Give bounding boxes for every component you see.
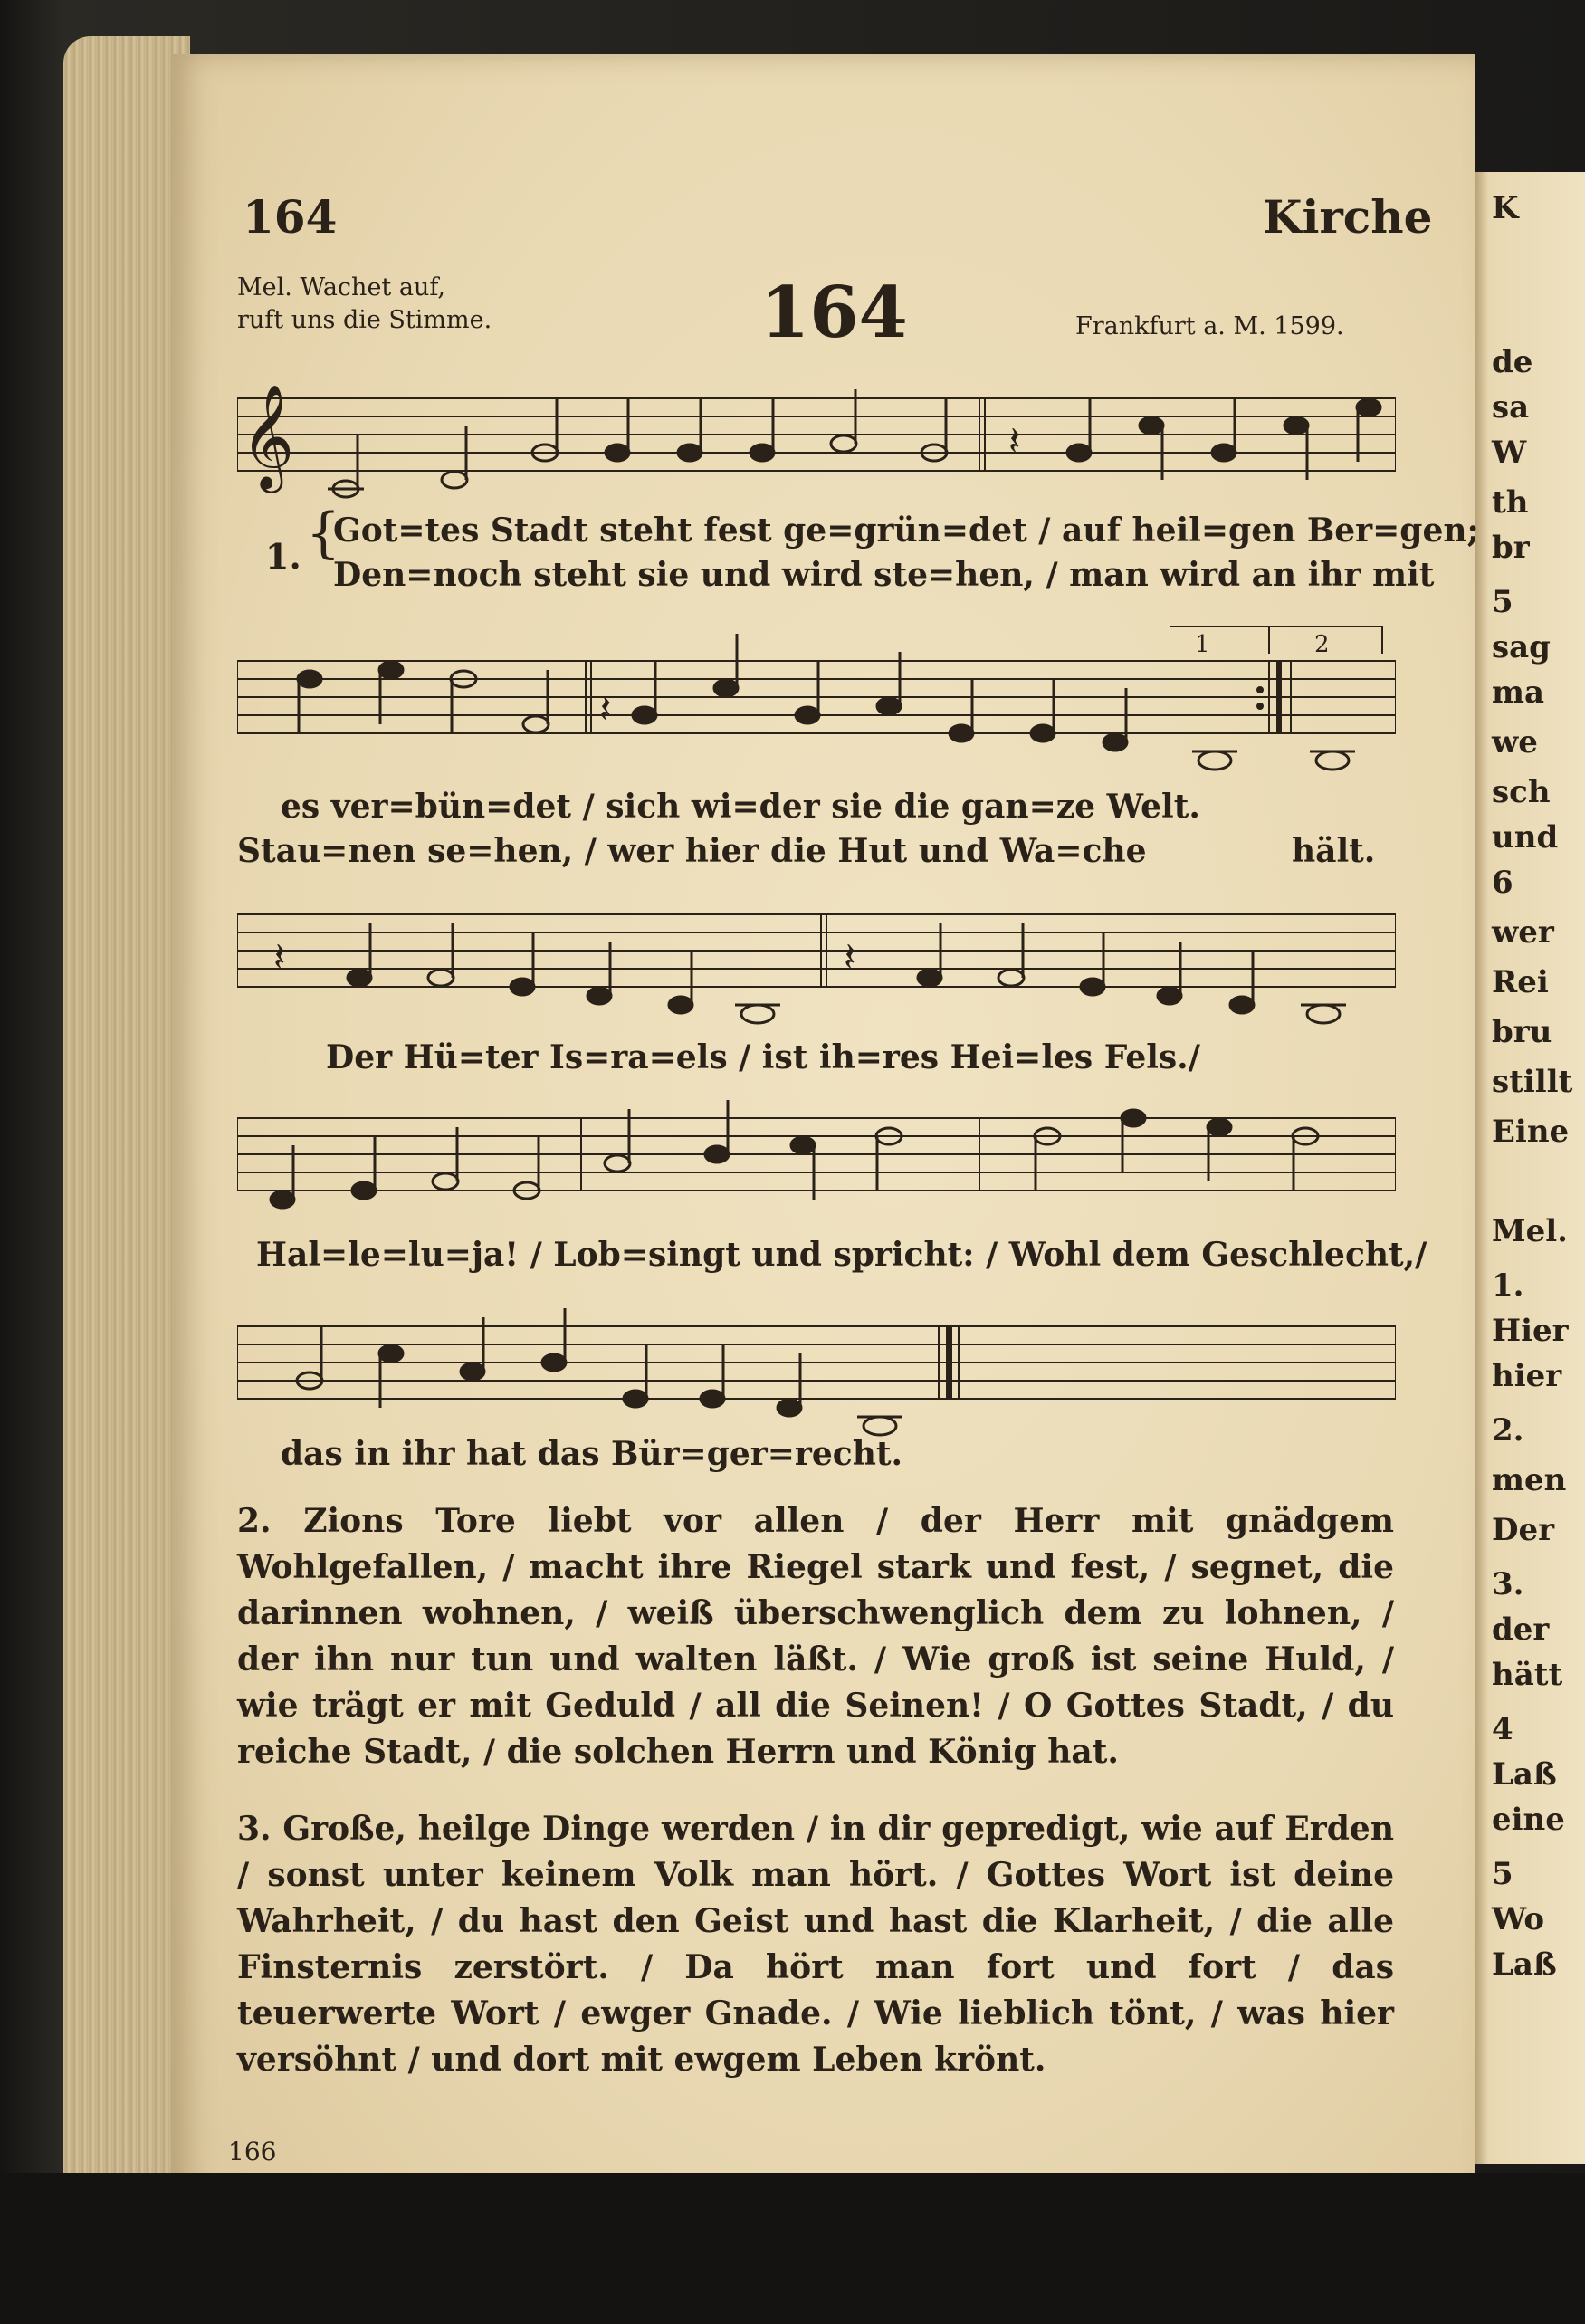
facing-page-fragment: Der bbox=[1492, 1512, 1555, 1548]
facing-page-fragment: Eine bbox=[1492, 1114, 1570, 1150]
music-staff-5 bbox=[237, 1299, 1396, 1444]
sheet-number: 166 bbox=[228, 2137, 277, 2166]
facing-page-fragment: Laß bbox=[1492, 1946, 1557, 1983]
quarter-rest-icon: 𝄽 bbox=[1008, 418, 1021, 464]
facing-page-fragment: 1. bbox=[1492, 1267, 1524, 1304]
lyric-line-1a: Got=tes Stadt steht fest ge=grün=det / auf heil=gen Ber=gen; bbox=[333, 512, 1479, 550]
facing-page-fragment: de bbox=[1492, 344, 1533, 380]
quarter-rest-icon: 𝄽 bbox=[599, 686, 612, 732]
stanza-2: 2. Zions Tore liebt vor allen / der Herr mit gnädgem Wohlgefallen, / macht ihre Riegel stark und fest, / segnet, die darinnen wohnen, / weiß überschwenglich dem zu lohnen, / der ihn nur tun und walten läßt. / Wie groß ist seine Huld, / wie trägt er mit Geduld / all die Seinen! / O Gottes Stadt, / du reiche Stadt, / die solchen Herrn und König hat. bbox=[237, 1502, 1394, 1771]
page-number: 164 bbox=[243, 190, 338, 244]
quarter-rest-icon: 𝄽 bbox=[844, 934, 856, 980]
facing-page-fragment: 3. bbox=[1492, 1566, 1524, 1602]
facing-page-fragment: Wo bbox=[1492, 1901, 1545, 1937]
music-staff-1 bbox=[237, 380, 1396, 525]
facing-page-fragment: sag bbox=[1492, 629, 1551, 665]
page-edges bbox=[63, 36, 190, 2227]
book-cover-bottom bbox=[0, 2173, 1585, 2324]
quarter-rest-icon: 𝄽 bbox=[273, 934, 286, 980]
volta-1-label: 1 bbox=[1195, 631, 1210, 658]
facing-page-fragment: ma bbox=[1492, 674, 1545, 711]
lyric-line-3: Der Hü=ter Is=ra=els / ist ih=res Hei=les Fels./ bbox=[326, 1038, 1200, 1076]
verse-brace: { bbox=[306, 502, 341, 565]
facing-page-fragment: der bbox=[1492, 1611, 1550, 1648]
facing-page-fragment: we bbox=[1492, 724, 1538, 760]
facing-page-fragment: hätt bbox=[1492, 1657, 1563, 1693]
lyric-line-5: das in ihr hat das Bür=ger=recht. bbox=[281, 1435, 903, 1473]
facing-page-fragment: 6 bbox=[1492, 865, 1513, 901]
melody-note bbox=[237, 272, 492, 337]
music-staff-2 bbox=[237, 616, 1396, 788]
facing-page-fragment: stillt bbox=[1492, 1064, 1573, 1100]
volta-2-label: 2 bbox=[1314, 631, 1330, 658]
section-title: Kirche bbox=[1263, 190, 1433, 244]
facing-page-fragment: 5 bbox=[1492, 584, 1513, 620]
facing-page-fragment: sch bbox=[1492, 774, 1551, 810]
facing-page-fragment: th bbox=[1492, 484, 1529, 521]
lyric-line-2a: es ver=bün=det / sich wi=der sie die gan=ze Welt. bbox=[281, 788, 1200, 826]
lyric-line-1b: Den=noch steht sie und wird ste=hen, / man wird an ihr mit bbox=[333, 556, 1435, 594]
facing-page-fragment: W bbox=[1492, 435, 1527, 471]
facing-page-fragment: bru bbox=[1492, 1014, 1552, 1050]
lyric-line-2b-end: hält. bbox=[1292, 832, 1376, 870]
music-staff-3 bbox=[237, 896, 1396, 1032]
facing-page-fragment: eine bbox=[1492, 1802, 1565, 1838]
treble-clef-icon: 𝄞 bbox=[241, 383, 295, 489]
facing-page-fragment: Mel. bbox=[1492, 1213, 1569, 1249]
facing-page-fragment: br bbox=[1492, 530, 1530, 566]
facing-page-fragment: und bbox=[1492, 819, 1559, 856]
music-staff-4 bbox=[237, 1100, 1396, 1227]
facing-page-fragment: 4 bbox=[1492, 1711, 1513, 1747]
hymn-number: 164 bbox=[760, 272, 908, 354]
hymn-source: Frankfurt a. M. 1599. bbox=[1075, 312, 1344, 340]
melody-note-line2: ruft uns die Stimme. bbox=[237, 306, 492, 334]
facing-page-fragment: Laß bbox=[1492, 1756, 1557, 1793]
facing-page bbox=[1475, 172, 1585, 2164]
facing-page-fragment: Hier bbox=[1492, 1313, 1569, 1349]
facing-page-fragment: wer bbox=[1492, 914, 1554, 951]
facing-page-fragment: men bbox=[1492, 1462, 1567, 1498]
facing-page-fragment: K bbox=[1492, 190, 1519, 226]
facing-page-fragment: sa bbox=[1492, 389, 1530, 426]
melody-note-line1: Mel. Wachet auf, bbox=[237, 273, 445, 301]
facing-page-fragment: hier bbox=[1492, 1358, 1562, 1394]
lyric-line-4: Hal=le=lu=ja! / Lob=singt und spricht: / Wohl dem Geschlecht,/ bbox=[256, 1236, 1427, 1274]
facing-page-fragment: 5 bbox=[1492, 1856, 1513, 1892]
facing-page-fragment: 2. bbox=[1492, 1412, 1524, 1449]
stanza-3: 3. Große, heilge Dinge werden / in dir gepredigt, wie auf Erden / sonst unter keinem Volk man hört. / Gottes Wort ist deine Wahrheit, / du hast den Geist und hast die Klarheit, / die alle Finsternis zerstört. / Da hört man fort und fort / das teuerwerte Wort / ewger Gnade. / Wie lieblich tönt, / was hier versöhnt / und dort mit ewgem Leben krönt. bbox=[237, 1810, 1394, 2079]
verse-number: 1. bbox=[265, 536, 301, 577]
facing-page-fragment: Rei bbox=[1492, 964, 1549, 1000]
lyric-line-2b: Stau=nen se=hen, / wer hier die Hut und Wa=che bbox=[237, 832, 1147, 870]
